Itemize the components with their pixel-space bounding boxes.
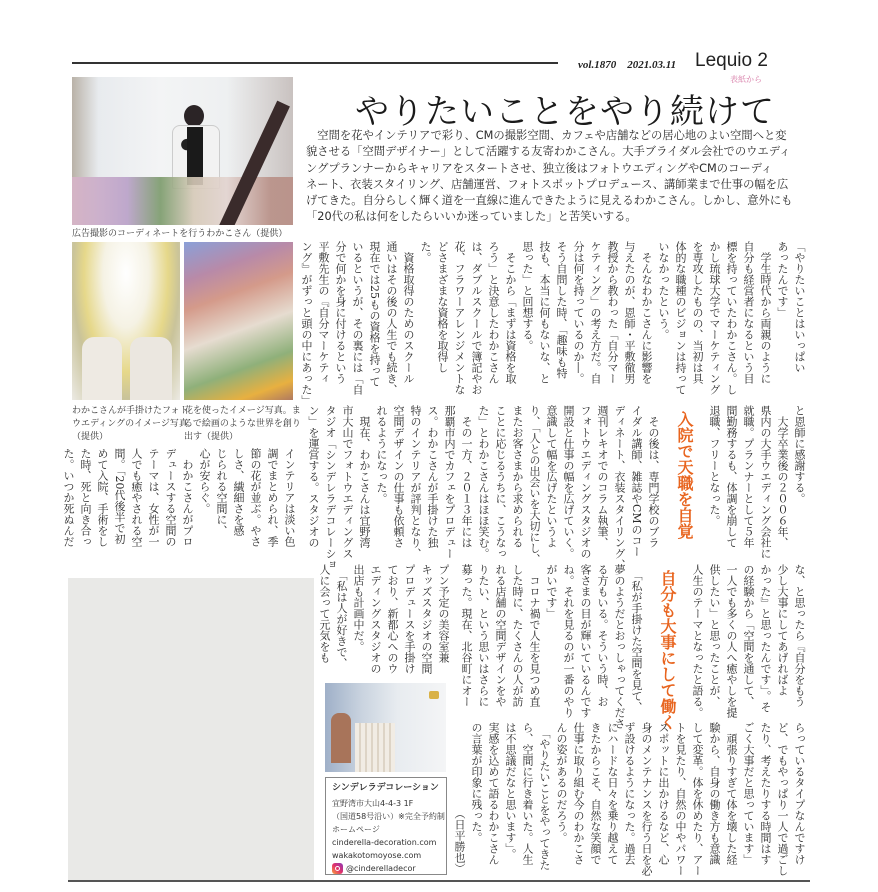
text-column: 通いはその後の人生でも続き、 (385, 241, 398, 395)
text-column: あったんです」 (776, 241, 789, 318)
caption-line: 花を使ったイメージ写真。ま (184, 406, 301, 416)
text-column: 市大山でフォトウエディングス (341, 405, 354, 559)
text-column: 現在では25もの資格を持って (368, 241, 381, 387)
text-column: 花、フラワーアレンジメントな (453, 241, 466, 395)
text-column: 仕事に取り組む今のわかこさ (572, 722, 585, 865)
text-column: スポットに出かけるなど、心 (657, 722, 670, 865)
text-column: 体的な職種のビジョンは持って (674, 241, 687, 395)
text-column: 実感を込めて語るわかこさん (487, 722, 500, 865)
instagram-link[interactable] (332, 862, 440, 875)
intro-line: げてきた。自分らしく輝く道を一直線に進んできたように見えるわかこさん。しかし、意外にも (306, 194, 793, 208)
text-column: めて入院、手術をし (96, 448, 109, 547)
text-column: を専攻したものの、当初は具 (691, 241, 704, 384)
photo-studio (325, 683, 446, 772)
section-heading-1: 入院で天職を自覚 (675, 411, 694, 539)
text-column: 間勤務するも、体調を崩して (725, 405, 738, 548)
text-column: 夢のようだとおっしゃってくださ (613, 564, 626, 729)
magazine-logo: Lequio 2 (695, 50, 768, 71)
text-column: 「やりたいことをやってきた (538, 722, 551, 871)
text-column: の言葉が印象に残った。 (470, 722, 483, 843)
blank-image-area (68, 578, 314, 880)
header-rule (72, 62, 558, 64)
text-column: フォトウエディングスタジオの (579, 405, 592, 559)
studio-info-box (325, 777, 447, 875)
text-column: れる店舗の空間デザインをや (494, 564, 507, 707)
text-column: わかこさんがプロ (181, 448, 194, 547)
text-column: れるようになった。 (375, 405, 388, 504)
text-column: 標を持っていたわかこさん。し (725, 241, 738, 395)
text-column: そこから「まずは資格を取 (504, 241, 517, 384)
text-column: ス。わかこさんが手掛けた独 (426, 405, 439, 548)
text-column: 教授から教わった「自分マー (606, 241, 619, 384)
caption-line: （提供） (72, 432, 109, 442)
text-column: 技も、本当に何もないな、と (538, 241, 551, 384)
text-column: 人でも癒やされる空 (130, 448, 143, 547)
text-column: いなかったという。 (657, 241, 670, 340)
text-column: 自分も経営者になるという目 (742, 241, 755, 384)
text-column: ン」を運営する。スタジオの (307, 405, 320, 548)
text-column: かし琉球大学でマーケティング (708, 241, 721, 395)
text-column: と恩師に感謝する。 (793, 405, 806, 504)
body-tier-1 (298, 241, 808, 406)
text-column: がいです」 (545, 564, 558, 619)
text-column: エディングスタジオの (369, 564, 382, 674)
text-column: ことに応じるうちに、こうなっ (494, 405, 507, 559)
photo-coordinate-shoot (72, 77, 293, 225)
text-column: 「私は人が好きで、 (335, 564, 348, 669)
photo-flower-image (184, 242, 293, 400)
body-tier-3-left (316, 564, 452, 676)
text-column: た時、死と向き合っ (79, 448, 92, 547)
text-column: した時に、たくさんの人が訪 (511, 564, 524, 707)
text-column: かった』と思ったんです」。そ (759, 564, 772, 713)
text-column: 退職、フリーとなった。 (708, 405, 721, 526)
text-column: デュースする空間の (164, 448, 177, 547)
studio-url-1[interactable]: cinderella-decoration.com (332, 838, 437, 847)
text-column: 特のインテリアが評判となり、 (409, 405, 422, 559)
instagram-handle[interactable]: @cinderelladecor (346, 864, 416, 873)
article-intro (306, 128, 811, 226)
text-column: 節の花が並ぶ。やさ (249, 448, 262, 547)
intro-line: 「20代の私は何をしたらいいか迷っていました」と苦笑いする。 (306, 210, 637, 224)
text-column: る方もいる。そういう時、お (596, 564, 609, 707)
text-column: は不思議だなと思います」。 (504, 722, 517, 860)
text-column: 現在、わかこさんは宜野湾 (358, 405, 371, 548)
text-column: 人生のテーマとなったと語る。 (691, 564, 704, 718)
text-column: たり、考えたりする時間はす (759, 722, 772, 865)
text-column: の経験から「空間を通して、 (742, 564, 755, 707)
text-column: た。 (419, 241, 432, 263)
text-column: ね。それを見るのが一番のやり (562, 564, 575, 718)
text-column: り、「人との出会いを大切にし、 (528, 405, 541, 565)
caption-line: 出す（提供） (184, 432, 239, 442)
text-column: 「私が手掛けた空間を見て、 (630, 564, 643, 713)
intro-line: 空間を花やインテリアで彩り、CMの撮影空間、カフェや店舗などの居心地のよい空間へと変 (306, 129, 787, 142)
text-column: 一人でも多くの人へ癒やしを提 (725, 564, 738, 718)
caption-line: るで絵画のような世界を創り (184, 419, 301, 429)
text-column: にハードな日々を乗り越えて (606, 722, 619, 865)
section-label: 表紙から (730, 75, 762, 84)
photo-wedding-image (72, 242, 180, 400)
text-column: 週刊レキオでのコラム執筆、 (596, 405, 609, 548)
section-heading-2: 自分も大事にして働く (658, 570, 677, 730)
text-column: 頑張りすぎて体を壊した経 (725, 722, 738, 865)
text-column: 験から、自身の働き方も意識 (708, 722, 721, 865)
text-column: じられる空間に、 (215, 448, 228, 536)
text-column: 間。「20代後半で初 (113, 448, 126, 545)
text-column: 意識して幅を広げたというよ (545, 405, 558, 548)
text-column: 県内の大手ウエディング会社に (759, 405, 772, 559)
text-column: ず設けるようになった。過去 (623, 722, 636, 865)
text-column: 出店も計画中だ。 (352, 564, 365, 652)
issue-date: vol.1870 2021.03.11 (578, 59, 677, 71)
text-column: その一方、２０１３年には (460, 405, 473, 548)
byline: （日平勝也） (453, 808, 466, 874)
text-column: そう自問した時、「趣味も特 (555, 241, 568, 379)
article-title: やりたいことをやり続けて (355, 92, 775, 132)
text-column: 資格取得のためのスクール (402, 241, 415, 384)
body-tier-3 (458, 564, 808, 730)
homepage-label: ホームページ (332, 825, 380, 834)
text-column: 身のメンテナンスを行う日を必 (640, 722, 653, 876)
caption-line: ウエディングのイメージ写真 (72, 419, 188, 429)
text-column: ており、新都心へのウ (386, 564, 399, 674)
text-column: 調でまとめられ、季 (266, 448, 279, 547)
text-column: そんなわかこさんに影響を (640, 241, 653, 384)
text-column: 与えたのが、恩師・平敷徹男 (623, 241, 636, 384)
text-column: た」とわかこさんはほほ笑む。 (477, 405, 490, 559)
text-column: 思った」と回想する。 (521, 241, 534, 351)
text-column: は、ダブルスクールで簿記やお (470, 241, 483, 395)
body-tier-2 (305, 405, 808, 570)
text-column: 少し大事にしてあげればよ (776, 564, 789, 696)
text-column: 供したい」と思ったことが、 (708, 564, 721, 707)
text-column: た。いつか死ぬんだ (62, 448, 75, 547)
text-column: キッズスタジオの空間 (420, 564, 433, 674)
text-column: 「やりたいことはいっぱい (793, 241, 806, 373)
text-column: して変革。体を休めたり、アー (691, 722, 704, 876)
text-column: 大学卒業後の２００６年、 (776, 405, 789, 548)
text-column: いるというが、その裏には「自 (351, 241, 364, 395)
text-column: らっているタイプなんですけ (793, 722, 806, 865)
caption-line: わかこさんが手掛けたフォト (72, 406, 189, 416)
body-tier-2-left (60, 448, 298, 556)
studio-note: （国道58号沿い）※完全予約制 (332, 812, 445, 821)
text-column: インテリアは淡い色 (283, 448, 296, 547)
text-column: な、と思ったら『自分をもう (793, 564, 806, 707)
text-column: その後は、専門学校のブラ (647, 405, 660, 548)
text-column: ど、でもやっぱり一人で過ごし (776, 722, 789, 876)
text-column: 学生時代から両親のように (759, 241, 772, 384)
text-column: タジオ「シンデレラデコレーショ (324, 405, 337, 570)
studio-address: 宜野湾市大山4-4-3 1F (332, 799, 414, 808)
instagram-icon (332, 863, 343, 874)
text-column: ろう」と決意したわかこさん (487, 241, 500, 384)
text-column: りたい、という思いはさらに (477, 564, 490, 707)
text-column: 分で何かを身に付けるという (334, 241, 347, 384)
text-column: ごく大事だと思っています」 (742, 722, 755, 865)
text-column: 客さまの目が輝いているんです (579, 564, 592, 718)
studio-name: シンデレラデコレーション (332, 783, 439, 793)
text-column: 平敷先生の『自分マーケティ (317, 241, 330, 384)
text-column: きたからこそ、自然な笑顔で (589, 722, 602, 865)
intro-line: 貌させる「空間デザイナー」として活躍する友寄わかこさん。大手ブライダル会社でのウエディ (306, 145, 791, 159)
text-column: プロデュースを手掛け (403, 564, 416, 674)
photo1-caption (72, 228, 287, 241)
caption-line: 広告撮影のコーディネートを行うわかこさん（提供） (72, 229, 288, 239)
intro-line: ングプランナーからキャリアをスタートさせ、独立後はフォトウエディングやCMのコーディ (306, 161, 773, 175)
text-column: 心が安らぐ。 (198, 448, 211, 514)
body-tier-4 (451, 722, 808, 874)
text-column: 那覇市内でカフェをプロデュー (443, 405, 456, 559)
photo2-caption (72, 405, 189, 444)
text-column: 就職。プランナーとして５年 (742, 405, 755, 548)
text-column: またお客さまから求められる (511, 405, 524, 548)
text-column: 空間デザインの仕事も依頼さ (392, 405, 405, 548)
text-column: ディネート、衣装スタイリング、 (613, 405, 626, 570)
text-column: コロナ禍で人生を見つめ直 (528, 564, 541, 707)
text-column: ケティング」の考え方だ。自 (589, 241, 602, 384)
text-column: ら、空間に行き着いた。人生 (521, 722, 534, 865)
studio-url-2[interactable]: wakakotomoyose.com (332, 851, 422, 860)
text-column: 募った。現在、北谷町にオー (460, 564, 473, 707)
text-column: どさまざまな資格を取得し (436, 241, 449, 373)
photo3-caption (184, 405, 301, 444)
footer-rule (68, 880, 810, 882)
text-column: ング』がずっと頭の中にあった」 (300, 241, 313, 406)
text-column: 人に会って元気をも (318, 564, 331, 663)
text-column: プン予定の美容室兼 (437, 564, 450, 663)
intro-line: ネート、衣装スタイリング、店舗運営、フォトスポットプロデュース、講師業まで仕事の幅を広 (306, 177, 789, 191)
text-column: トを見たり、自然の中やパワー (674, 722, 687, 876)
text-column: しさ、繊細さを感 (232, 448, 245, 536)
text-column: 開設と仕事の幅を広げていく。 (562, 405, 575, 559)
text-column: イダル講師、雑誌やCMのコー (630, 405, 643, 557)
text-column: 分は何を持っているのか―。 (572, 241, 585, 384)
text-column: んの姿があるのだろう。 (555, 722, 568, 843)
text-column: テーマは、女性が一 (147, 448, 160, 547)
